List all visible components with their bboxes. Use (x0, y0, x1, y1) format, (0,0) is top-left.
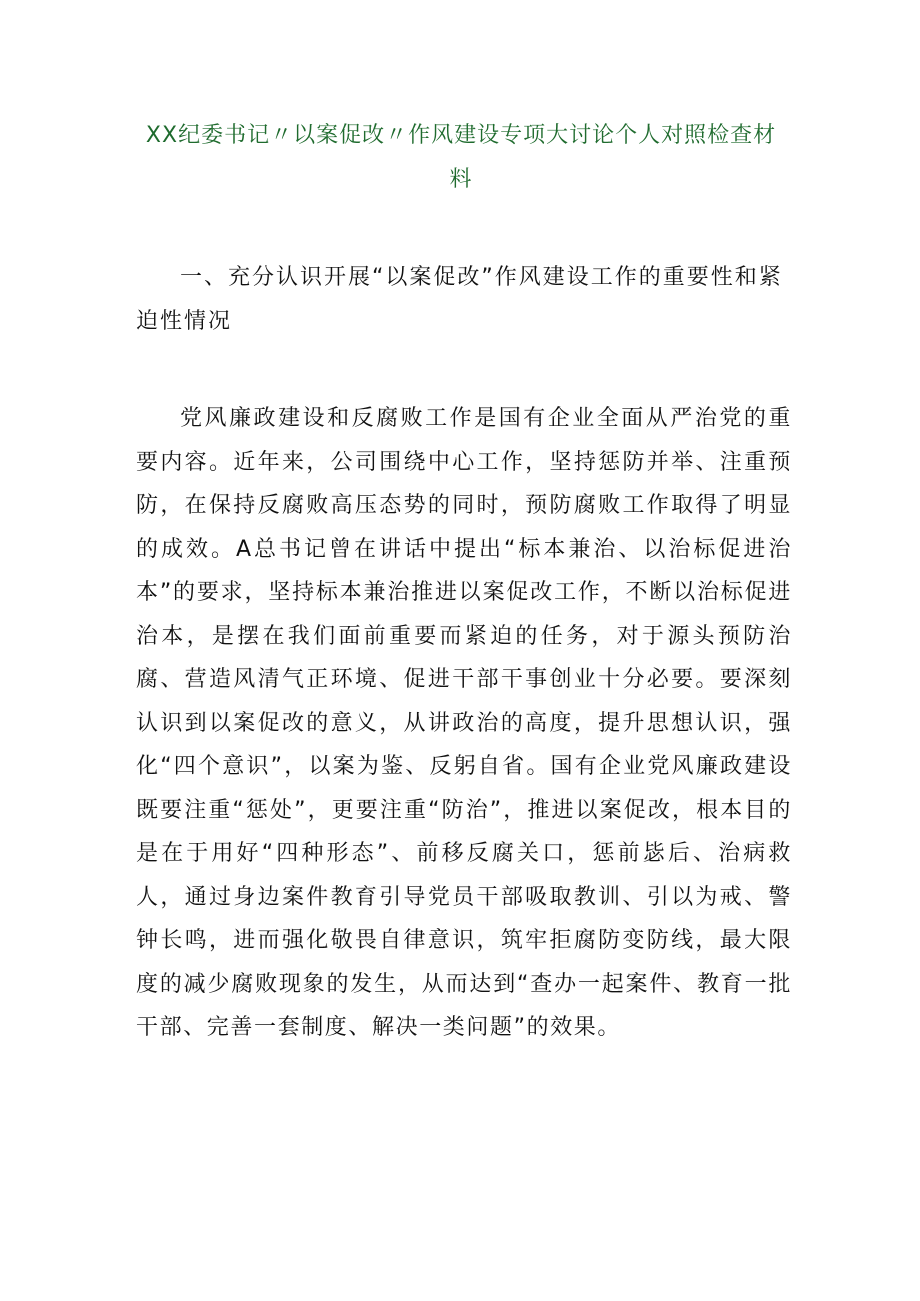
document-title: XX纪委书记〃以案促改〃作风建设专项大讨论个人对照检查材料 (145, 123, 777, 192)
section-heading: 一、充分认识开展“以案促改”作风建设工作的重要性和紧迫性情况 (136, 265, 783, 334)
body-paragraph: 党风廉政建设和反腐败工作是国有企业全面从严治党的重要内容。近年来，公司围绕中心工作，坚持惩防并举、注重预防，在保持反腐败高压态势的同时，预防腐败工作取得了明显的成效。A总书记曾在讲话中提出“标本兼治、以治标促进治本”的要求，坚持标本兼治推进以案促改工作，不断以治标促进治本，是摆在我们面前重要而紧迫的任务，对于源头预防治腐、营造风清气正环境、促进干部干事创业十分必要。要深刻认识到以案促改的意义，从讲政治的高度，提升思想认识，强化“四个意识”，以案为鉴、反躬自省。国有企业党风廉政建设既要注重“惩处”，更要注重“防治”，推进以案促改，根本目的是在于用好“四种形态”、前移反腐关口，惩前毖后、治病救人，通过身边案件教育引导党员干部吸取教训、引以为戒、警钟长鸣，进而强化敬畏自律意识，筑牢拒腐防变防线，最大限度的减少腐败现象的发生，从而达到“查办一起案件、教育一批干部、完善一套制度、解决一类问题”的效果。 (136, 406, 792, 1040)
